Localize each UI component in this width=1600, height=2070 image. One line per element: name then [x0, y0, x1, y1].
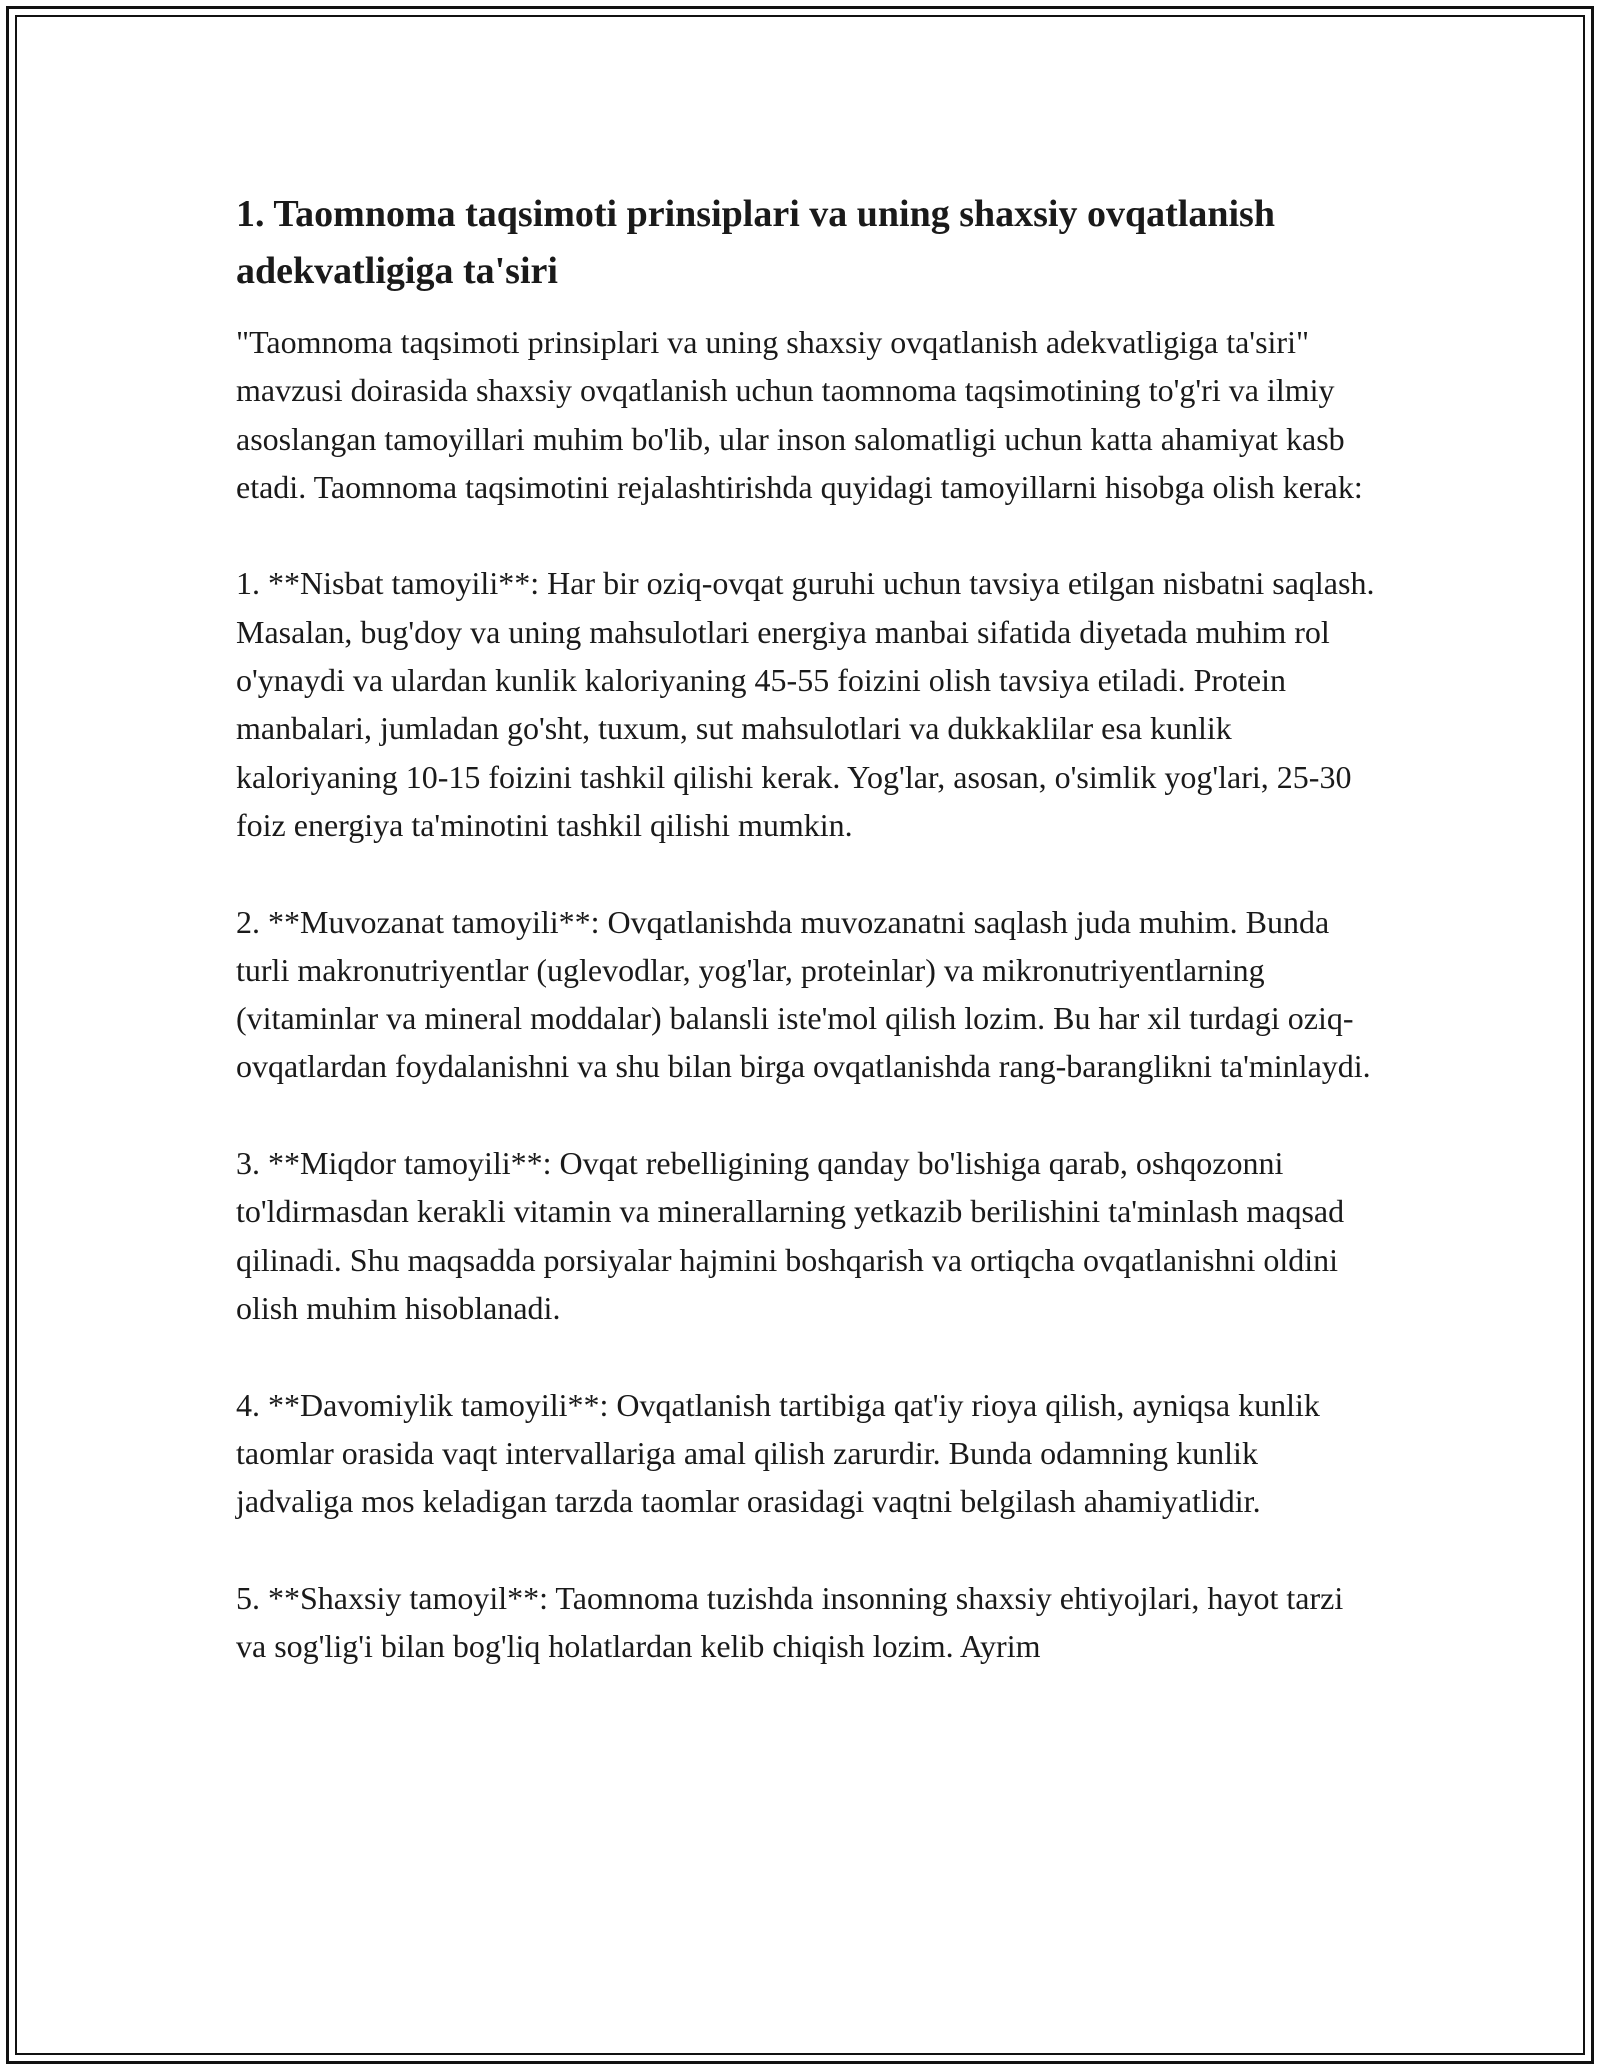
- principle-davomiylik-paragraph: 4. **Davomiylik tamoyili**: Ovqatlanish tartibiga qat'iy rioya qilish, ayniqsa kunlik taomlar orasida vaqt intervallariga amal qilish zarurdir. Bunda odamning kunlik jadvaliga mos keladigan tarzda taomlar orasidagi vaqtni belgilash ahamiyatlidir.: [236, 1386, 1320, 1520]
- principle-miqdor-paragraph: 3. **Miqdor tamoyili**: Ovqat rebelligining qanday bo'lishiga qarab, oshqozonni to'ldirmasdan kerakli vitamin va minerallarning yetkazib berilishini ta'minlash maqsad qilinadi. Shu maqsadda porsiyalar hajmini boshqarish va ortiqcha ovqatlanishni oldini olish muhim hisoblanadi.: [236, 1145, 1345, 1326]
- principle-nisbat-paragraph: 1. **Nisbat tamoyili**: Har bir oziq-ovqat guruhi uchun tavsiya etilgan nisbatni saqlash. Masalan, bug'doy va uning mahsulotlari energiya manbai sifatida diyetada muhim rol o'ynaydi va ulardan kunlik kaloriyaning 45-55 foizini olish tavsiya etiladi. Protein manbalari, jumladan go'sht, tuxum, sut mahsulotlari va dukkaklilar esa kunlik kaloriyaning 10-15 foizini tashkil qilishi kerak. Yog'lar, asosan, o'simlik yog'lari, 25-30 foiz energiya ta'minotini tashkil qilishi mumkin.: [236, 565, 1375, 843]
- document-heading: 1. Taomnoma taqsimoti prinsiplari va uning shaxsiy ovqatlanish adekvatligiga ta'siri: [236, 193, 1275, 292]
- document-body: [236, 186, 1376, 1719]
- principle-muvozanat-paragraph: 2. **Muvozanat tamoyili**: Ovqatlanishda muvozanatni saqlash juda muhim. Bunda turli makronutriyentlar (uglevodlar, yog'lar, proteinlar) va mikronutriyentlarning (vitaminlar va mineral moddalar) balansli iste'mol qilish lozim. Bu har xil turdagi oziq-ovqatlardan foydalanishni va shu bilan birga ovqatlanishda rang-baranglikni ta'minlaydi.: [236, 903, 1371, 1085]
- intro-paragraph: "Taomnoma taqsimoti prinsiplari va uning shaxsiy ovqatlanish adekvatligiga ta'siri" mavzusi doirasida shaxsiy ovqatlanish uchun taomnoma taqsimotining to'g'ri va ilmiy asoslangan tamoyillari muhim bo'lib, ular inson salomatligi uchun katta ahamiyat kasb etadi. Taomnoma taqsimotini rejalashtirishda quyidagi tamoyillarni hisobga olish kerak:: [236, 324, 1363, 505]
- principle-shaxsiy-paragraph: 5. **Shaxsiy tamoyil**: Taomnoma tuzishda insonning shaxsiy ehtiyojlari, hayot tarzi va sog'lig'i bilan bog'liq holatlardan kelib chiqish lozim. Ayrim: [236, 1579, 1344, 1665]
